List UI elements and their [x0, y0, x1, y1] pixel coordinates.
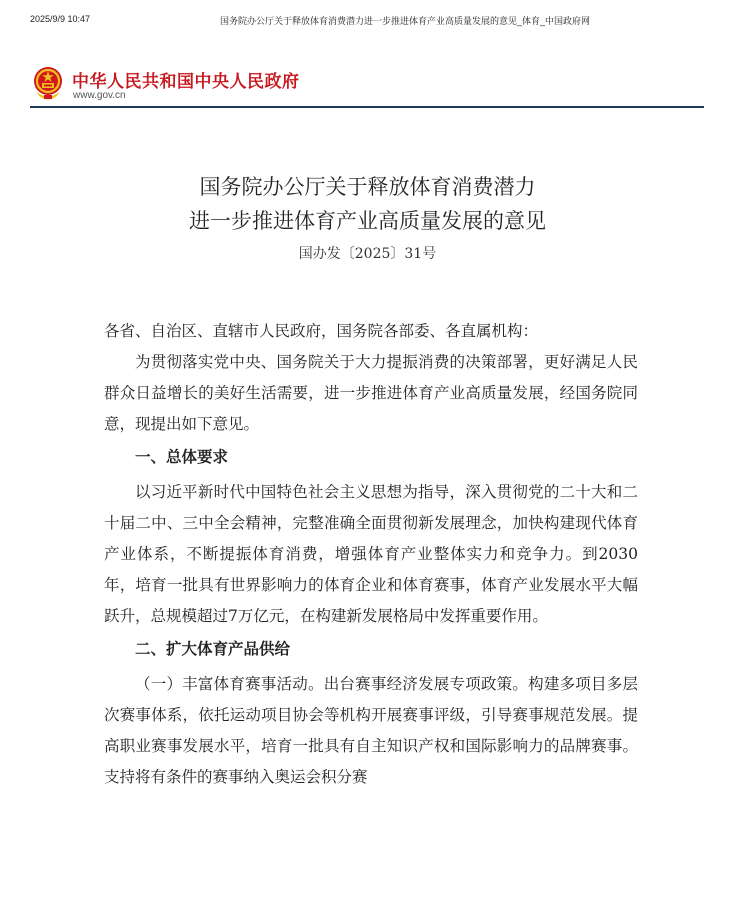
- item1-text: 出台赛事经济发展专项政策。构建多项目多层次赛事体系，依托运动项目协会等机构开展赛事评级，引导赛事规范发展。提高职业赛事发展水平，培育一批具有自主知识产权和国际影响力的品牌赛事。支持将有条件的赛事纳入奥运会积分赛: [104, 675, 638, 786]
- addressee: 各省、自治区、直辖市人民政府，国务院各部委、各直属机构：: [104, 322, 539, 340]
- document-body: [104, 316, 638, 793]
- site-header: [28, 63, 708, 109]
- site-name[interactable]: 中华人民共和国中央人民政府: [72, 72, 300, 92]
- section1-paragraph: 以习近平新时代中国特色社会主义思想为指导，深入贯彻党的二十大和二十届二中、三中全会精神，完整准确全面贯彻新发展理念，加快构建现代体育产业体系，不断提振体育消费，增强体育产业整体实力和竞争力。到2030年，培育一批具有世界影响力的体育企业和体育赛事，体育产业发展水平大幅跃升，总规模超过7万亿元，在构建新发展格局中发挥重要作用。: [104, 483, 638, 625]
- document-title: [0, 170, 735, 238]
- item1-label: （一）丰富体育赛事活动。: [135, 675, 324, 693]
- item1-paragraph: [104, 669, 638, 793]
- document-title-line2: 进一步推进体育产业高质量发展的意见: [189, 209, 546, 233]
- document-number: 国办发〔2025〕31号: [298, 246, 437, 262]
- print-datetime: 2025/9/9 10:47: [30, 14, 91, 24]
- print-page-title: 国务院办公厅关于释放体育消费潜力进一步推进体育产业高质量发展的意见_体育_中国政府网: [220, 16, 591, 26]
- national-emblem-icon: [32, 65, 64, 101]
- section-heading-1: 一、总体要求: [135, 448, 229, 466]
- header-divider: [30, 106, 704, 108]
- section-heading-2: 二、扩大体育产品供给: [135, 640, 291, 658]
- intro-paragraph: 为贯彻落实党中央、国务院关于大力提振消费的决策部署，更好满足人民群众日益增长的美好生活需要，进一步推进体育产业高质量发展，经国务院同意，现提出如下意见。: [104, 353, 638, 433]
- site-url[interactable]: www.gov.cn: [73, 90, 126, 101]
- document-title-line1: 国务院办公厅关于释放体育消费潜力: [199, 175, 536, 199]
